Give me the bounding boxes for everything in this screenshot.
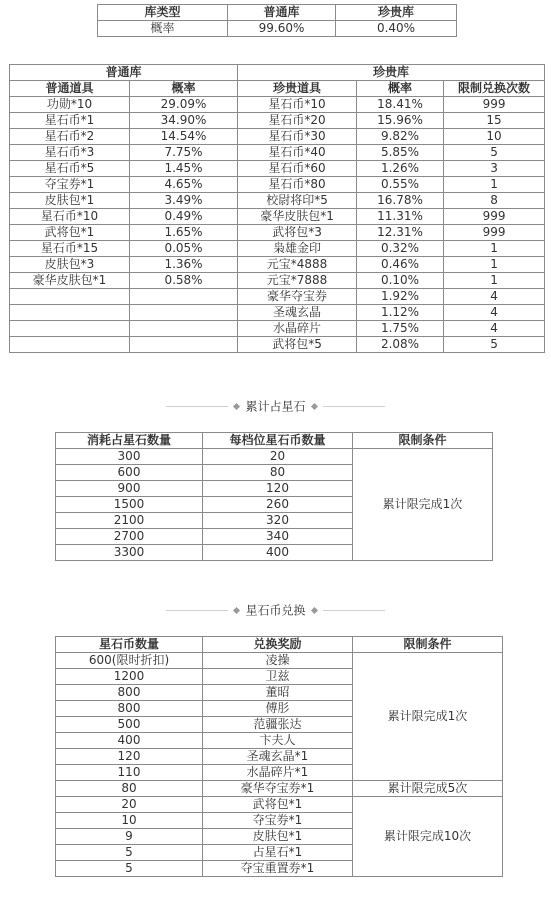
normal-probability-cell: 3.49%: [130, 193, 238, 209]
normal-probability-cell: [130, 321, 238, 337]
rare-item-cell: 元宝*4888: [238, 257, 357, 273]
consumed-stones-cell: 600: [56, 465, 203, 481]
exchange-limit-cell: 999: [444, 225, 545, 241]
coin-amount-cell: 800: [56, 685, 203, 701]
pool-type-table: [97, 4, 457, 37]
coin-amount-cell: 120: [56, 749, 203, 765]
coin-amount-cell: 500: [56, 717, 203, 733]
header-exchange-limit: 限制兑换次数: [444, 81, 545, 97]
normal-probability-cell: 0.58%: [130, 273, 238, 289]
normal-probability-cell: 1.36%: [130, 257, 238, 273]
rare-probability-cell: 0.10%: [357, 273, 444, 289]
normal-probability-cell: 0.49%: [130, 209, 238, 225]
section-title-text: 星石币兑换: [245, 603, 306, 618]
rare-probability-cell: 18.41%: [357, 97, 444, 113]
exchange-reward-cell: 水晶碎片*1: [203, 765, 353, 781]
table-row: [10, 145, 545, 161]
table-row: [10, 321, 545, 337]
normal-item-cell: 夺宝券*1: [10, 177, 130, 193]
normal-probability-cell: 7.75%: [130, 145, 238, 161]
drop-rate-table: [9, 64, 545, 353]
normal-item-cell: [10, 305, 130, 321]
normal-item-cell: 星石币*1: [10, 113, 130, 129]
header-limit-condition: 限制条件: [353, 433, 493, 449]
normal-probability-cell: 14.54%: [130, 129, 238, 145]
rare-item-cell: 豪华皮肤包*1: [238, 209, 357, 225]
normal-item-cell: 星石币*3: [10, 145, 130, 161]
rare-probability-cell: 2.08%: [357, 337, 444, 353]
diamond-icon: [233, 403, 240, 410]
exchange-reward-cell: 皮肤包*1: [203, 829, 353, 845]
normal-probability-cell: 0.05%: [130, 241, 238, 257]
consumed-stones-cell: 300: [56, 449, 203, 465]
coins-per-tier-cell: 120: [203, 481, 353, 497]
exchange-limit-cell: 1: [444, 241, 545, 257]
rare-pool-probability: 0.40%: [336, 21, 457, 37]
group-normal-pool: 普通库: [10, 65, 238, 81]
normal-item-cell: [10, 337, 130, 353]
rare-probability-cell: 0.32%: [357, 241, 444, 257]
table-row: [56, 781, 503, 797]
normal-item-cell: [10, 321, 130, 337]
normal-probability-cell: [130, 337, 238, 353]
table-row: [10, 97, 545, 113]
header-rare-pool: 珍贵库: [336, 5, 457, 21]
limit-condition-cell: 累计限完成1次: [353, 653, 503, 781]
exchange-reward-cell: 武将包*1: [203, 797, 353, 813]
rare-item-cell: 星石币*20: [238, 113, 357, 129]
header-consumed-stones: 消耗占星石数量: [56, 433, 203, 449]
exchange-reward-cell: 豪华夺宝券*1: [203, 781, 353, 797]
section-title-exchange: [0, 600, 551, 620]
header-normal-pool: 普通库: [228, 5, 336, 21]
rare-probability-cell: 1.12%: [357, 305, 444, 321]
divider-line: [323, 610, 385, 611]
table-row: [10, 225, 545, 241]
normal-probability-cell: 1.45%: [130, 161, 238, 177]
coin-exchange-table: [55, 636, 503, 877]
table-row: [10, 241, 545, 257]
diamond-icon: [233, 607, 240, 614]
coin-amount-cell: 400: [56, 733, 203, 749]
exchange-limit-cell: 5: [444, 145, 545, 161]
coins-per-tier-cell: 400: [203, 545, 353, 561]
coins-per-tier-cell: 320: [203, 513, 353, 529]
rare-probability-cell: 1.75%: [357, 321, 444, 337]
table-row: [10, 273, 545, 289]
rare-item-cell: 枭雄金印: [238, 241, 357, 257]
coin-amount-cell: 9: [56, 829, 203, 845]
exchange-limit-cell: 1: [444, 257, 545, 273]
coin-amount-cell: 10: [56, 813, 203, 829]
exchange-limit-cell: 1: [444, 273, 545, 289]
cumulative-reward-table: [55, 432, 493, 561]
rare-probability-cell: 12.31%: [357, 225, 444, 241]
rare-item-cell: 星石币*30: [238, 129, 357, 145]
normal-probability-cell: 34.90%: [130, 113, 238, 129]
exchange-limit-cell: 4: [444, 289, 545, 305]
consumed-stones-cell: 900: [56, 481, 203, 497]
exchange-reward-cell: 范疆张达: [203, 717, 353, 733]
normal-item-cell: 豪华皮肤包*1: [10, 273, 130, 289]
rare-probability-cell: 9.82%: [357, 129, 444, 145]
coins-per-tier-cell: 80: [203, 465, 353, 481]
table-row: [10, 257, 545, 273]
rare-probability-cell: 16.78%: [357, 193, 444, 209]
normal-item-cell: 皮肤包*1: [10, 193, 130, 209]
exchange-reward-cell: 卞夫人: [203, 733, 353, 749]
header-limit-condition: 限制条件: [353, 637, 503, 653]
normal-item-cell: 星石币*10: [10, 209, 130, 225]
header-coins-per-tier: 每档位星石币数量: [203, 433, 353, 449]
normal-item-cell: 武将包*1: [10, 225, 130, 241]
normal-item-cell: 功勋*10: [10, 97, 130, 113]
exchange-limit-cell: 8: [444, 193, 545, 209]
header-coin-amount: 星石币数量: [56, 637, 203, 653]
coin-amount-cell: 20: [56, 797, 203, 813]
normal-probability-cell: 4.65%: [130, 177, 238, 193]
exchange-limit-cell: 5: [444, 337, 545, 353]
exchange-limit-cell: 4: [444, 305, 545, 321]
row-label-probability: 概率: [98, 21, 228, 37]
rare-item-cell: 武将包*5: [238, 337, 357, 353]
rare-item-cell: 水晶碎片: [238, 321, 357, 337]
table-row: [56, 449, 493, 465]
exchange-limit-cell: 10: [444, 129, 545, 145]
exchange-reward-cell: 凌操: [203, 653, 353, 669]
coin-amount-cell: 5: [56, 861, 203, 877]
rare-item-cell: 豪华夺宝券: [238, 289, 357, 305]
header-rare-probability: 概率: [357, 81, 444, 97]
section-title-text: 累计占星石: [245, 399, 306, 414]
rare-item-cell: 武将包*3: [238, 225, 357, 241]
rare-item-cell: 元宝*7888: [238, 273, 357, 289]
normal-probability-cell: [130, 289, 238, 305]
table-row: [10, 177, 545, 193]
rare-item-cell: 星石币*10: [238, 97, 357, 113]
normal-probability-cell: 29.09%: [130, 97, 238, 113]
header-normal-item: 普通道具: [10, 81, 130, 97]
rare-probability-cell: 0.46%: [357, 257, 444, 273]
coin-amount-cell: 80: [56, 781, 203, 797]
exchange-limit-cell: 1: [444, 177, 545, 193]
normal-item-cell: 皮肤包*3: [10, 257, 130, 273]
header-normal-probability: 概率: [130, 81, 238, 97]
limit-condition-cell: 累计限完成1次: [353, 449, 493, 561]
rare-item-cell: 星石币*80: [238, 177, 357, 193]
normal-probability-cell: [130, 305, 238, 321]
coin-amount-cell: 800: [56, 701, 203, 717]
rare-item-cell: 星石币*60: [238, 161, 357, 177]
rare-probability-cell: 1.26%: [357, 161, 444, 177]
divider-line: [323, 406, 385, 407]
header-rare-item: 珍贵道具: [238, 81, 357, 97]
table-row: [10, 337, 545, 353]
rare-item-cell: 星石币*40: [238, 145, 357, 161]
normal-item-cell: [10, 289, 130, 305]
section-title-cumulative: [0, 396, 551, 416]
table-row: [10, 193, 545, 209]
table-row: [10, 209, 545, 225]
table-row: [10, 289, 545, 305]
exchange-limit-cell: 999: [444, 209, 545, 225]
rare-probability-cell: 5.85%: [357, 145, 444, 161]
limit-condition-cell: 累计限完成10次: [353, 797, 503, 877]
coin-amount-cell: 600(限时折扣): [56, 653, 203, 669]
consumed-stones-cell: 2100: [56, 513, 203, 529]
consumed-stones-cell: 2700: [56, 529, 203, 545]
exchange-limit-cell: 15: [444, 113, 545, 129]
exchange-limit-cell: 3: [444, 161, 545, 177]
normal-item-cell: 星石币*15: [10, 241, 130, 257]
coin-amount-cell: 5: [56, 845, 203, 861]
exchange-reward-cell: 卫兹: [203, 669, 353, 685]
exchange-reward-cell: 傅肜: [203, 701, 353, 717]
rare-probability-cell: 1.92%: [357, 289, 444, 305]
exchange-reward-cell: 夺宝重置券*1: [203, 861, 353, 877]
table-row: [10, 161, 545, 177]
coins-per-tier-cell: 340: [203, 529, 353, 545]
normal-item-cell: 星石币*2: [10, 129, 130, 145]
header-pool-type: 库类型: [98, 5, 228, 21]
table-row: [10, 305, 545, 321]
divider-line: [166, 406, 228, 407]
group-rare-pool: 珍贵库: [238, 65, 545, 81]
divider-line: [166, 610, 228, 611]
table-row: [10, 113, 545, 129]
diamond-icon: [310, 403, 317, 410]
exchange-reward-cell: 圣魂玄晶*1: [203, 749, 353, 765]
coin-amount-cell: 1200: [56, 669, 203, 685]
rare-item-cell: 圣魂玄晶: [238, 305, 357, 321]
consumed-stones-cell: 3300: [56, 545, 203, 561]
coin-amount-cell: 110: [56, 765, 203, 781]
exchange-limit-cell: 4: [444, 321, 545, 337]
normal-pool-probability: 99.60%: [228, 21, 336, 37]
header-exchange-reward: 兑换奖励: [203, 637, 353, 653]
exchange-reward-cell: 夺宝券*1: [203, 813, 353, 829]
normal-item-cell: 星石币*5: [10, 161, 130, 177]
consumed-stones-cell: 1500: [56, 497, 203, 513]
coins-per-tier-cell: 20: [203, 449, 353, 465]
exchange-reward-cell: 董昭: [203, 685, 353, 701]
limit-condition-cell: 累计限完成5次: [353, 781, 503, 797]
diamond-icon: [310, 607, 317, 614]
rare-probability-cell: 11.31%: [357, 209, 444, 225]
coins-per-tier-cell: 260: [203, 497, 353, 513]
rare-item-cell: 校尉将印*5: [238, 193, 357, 209]
table-row: [10, 129, 545, 145]
exchange-reward-cell: 占星石*1: [203, 845, 353, 861]
table-row: [56, 797, 503, 813]
rare-probability-cell: 0.55%: [357, 177, 444, 193]
rare-probability-cell: 15.96%: [357, 113, 444, 129]
table-row: [56, 653, 503, 669]
exchange-limit-cell: 999: [444, 97, 545, 113]
normal-probability-cell: 1.65%: [130, 225, 238, 241]
